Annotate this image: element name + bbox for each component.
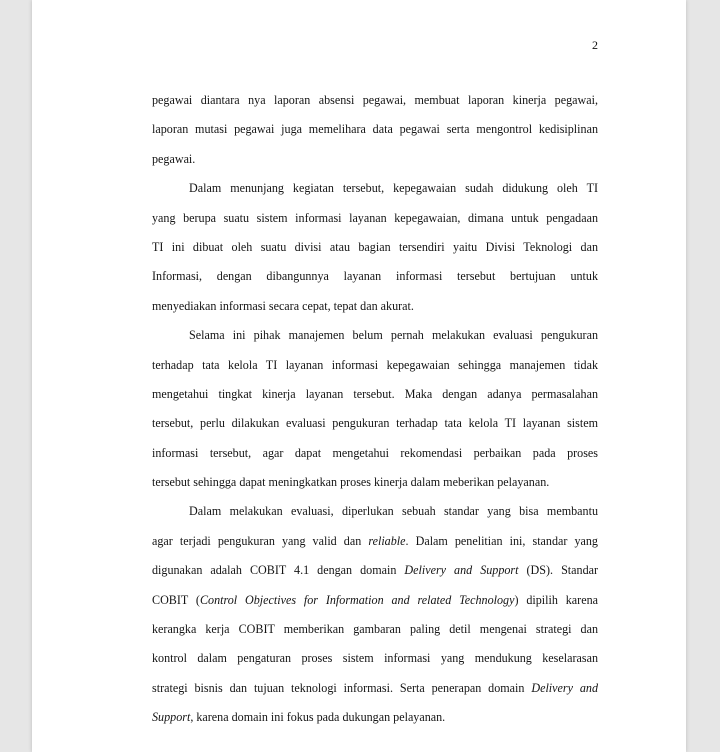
text-run: pegawai.: [152, 151, 196, 166]
text-line: [152, 174, 598, 203]
text-line: [152, 556, 598, 585]
document-page: [32, 0, 686, 752]
text-run: kontrol dalam pengaturan proses sistem informasi yang mendukung keselarasan: [152, 651, 598, 666]
text-line: [152, 439, 598, 468]
body-text: [152, 86, 598, 733]
paragraph: [152, 86, 598, 174]
text-line: [152, 233, 598, 262]
text-run: tersebut, perlu dilakukan evaluasi pengukuran terhadap tata kelola TI layanan sistem: [152, 416, 598, 431]
text-run: terhadap tata kelola TI layanan informasi kepegawaian sehingga manajemen tidak: [152, 357, 598, 372]
text-line: [152, 527, 598, 556]
text-run: strategi bisnis dan tujuan teknologi informasi. Serta penerapan domain: [152, 680, 532, 695]
paragraph: [152, 321, 598, 497]
text-line: [152, 204, 598, 233]
text-line: [152, 292, 598, 321]
text-run: digunakan adalah COBIT 4.1 dengan domain: [152, 563, 405, 578]
page-number: 2: [592, 38, 598, 52]
text-line: [152, 615, 598, 644]
text-line: [152, 644, 598, 673]
text-line: [152, 351, 598, 380]
text-run: yang berupa suatu sistem informasi layanan kepegawaian, dimana untuk pengadaan: [152, 210, 598, 225]
text-line: [152, 674, 598, 703]
text-run: Dalam melakukan evaluasi, diperlukan sebuah standar yang bisa membantu: [189, 504, 598, 519]
text-run: mengetahui tingkat kinerja layanan tersebut. Maka dengan adanya permasalahan: [152, 386, 598, 401]
italic-term: Delivery and: [531, 680, 599, 695]
text-run: Dalam menunjang kegiatan tersebut, kepegawaian sudah didukung oleh TI: [189, 181, 598, 196]
text-line: [152, 145, 598, 174]
text-run: ) dipilih karena: [514, 592, 598, 607]
text-line: [152, 468, 598, 497]
text-line: [152, 86, 598, 115]
italic-term: Delivery and Support: [404, 563, 519, 578]
text-run: agar terjadi pengukuran yang valid dan: [152, 533, 369, 548]
text-line: [152, 380, 598, 409]
text-line: [152, 409, 598, 438]
text-run: pegawai diantara nya laporan absensi pegawai, membuat laporan kinerja pegawai,: [152, 93, 598, 107]
text-line: [152, 321, 598, 350]
text-line: [152, 262, 598, 291]
text-line: [152, 586, 598, 615]
text-run: , karena domain ini fokus pada dukungan pelayanan.: [190, 710, 446, 725]
text-run: kerangka kerja COBIT memberikan gambaran paling detil mengenai strategi dan: [152, 622, 598, 637]
italic-term: Control Objectives for Information and related Technology: [199, 592, 515, 607]
text-run: laporan mutasi pegawai juga memelihara data pegawai serta mengontrol kedisiplinan: [152, 122, 598, 137]
text-run: menyediakan informasi secara cepat, tepat dan akurat.: [152, 298, 414, 313]
text-run: . Dalam penelitian ini, standar yang: [405, 533, 598, 548]
text-run: informasi tersebut, agar dapat mengetahui rekomendasi perbaikan pada proses: [152, 445, 598, 460]
text-run: tersebut sehingga dapat meningkatkan proses kinerja dalam meberikan pelayanan.: [152, 475, 550, 490]
paragraph: [152, 174, 598, 321]
italic-term: Support: [152, 710, 191, 725]
text-line: [152, 115, 598, 144]
text-line: [152, 703, 598, 732]
paragraph: [152, 497, 598, 732]
italic-term: reliable: [368, 533, 406, 548]
text-run: Selama ini pihak manajemen belum pernah melakukan evaluasi pengukuran: [189, 328, 598, 343]
text-run: COBIT (: [152, 592, 200, 607]
text-run: TI ini dibuat oleh suatu divisi atau bagian tersendiri yaitu Divisi Teknologi dan: [152, 239, 598, 254]
text-line: [152, 497, 598, 526]
text-run: (DS). Standar: [518, 563, 599, 578]
text-run: Informasi, dengan dibangunnya layanan informasi tersebut bertujuan untuk: [152, 269, 598, 284]
